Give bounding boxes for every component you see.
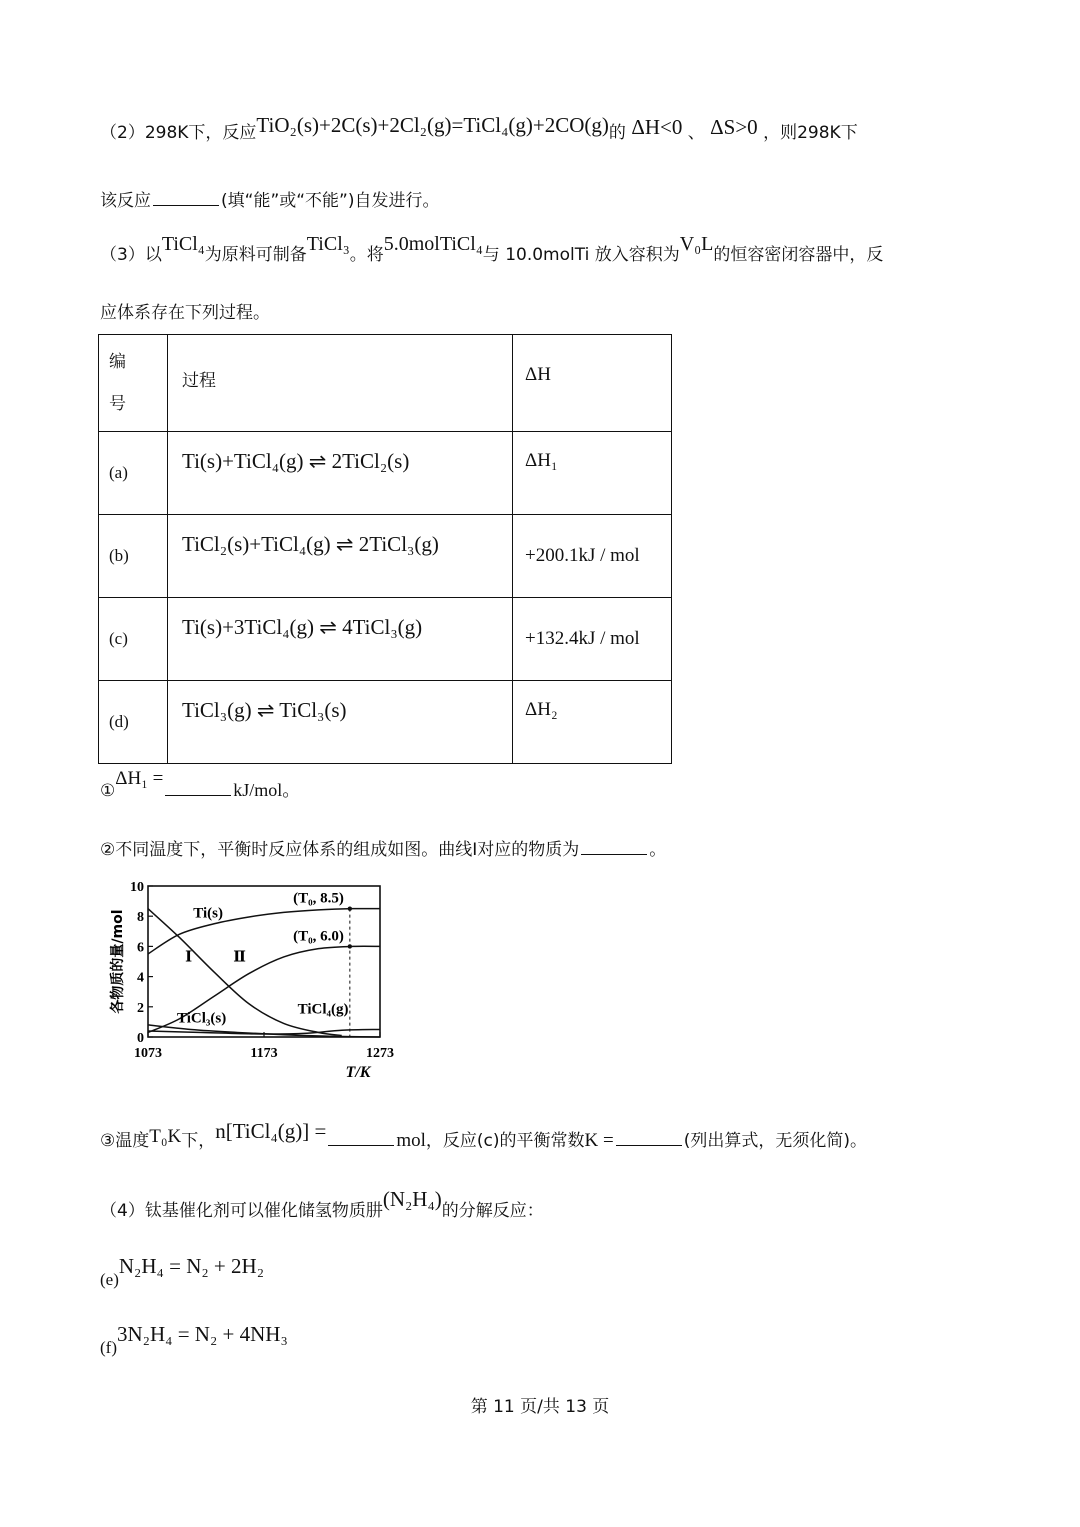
sub1-line xyxy=(100,768,301,802)
sub3-n-expression: n[TiCl₄(g)] = xyxy=(215,1119,327,1143)
row-process-cell xyxy=(168,598,513,681)
annotation-ticl3s: TiCl₃(s) xyxy=(177,1010,227,1027)
sub3-temperature: T₀K xyxy=(149,1126,182,1147)
sub1-prefix: ① xyxy=(100,781,116,801)
q2-line1 xyxy=(100,113,858,144)
row-dh: ΔH₁ xyxy=(525,450,558,471)
row-process-cell xyxy=(168,432,513,515)
q4-line xyxy=(100,1187,544,1222)
sub3-text-3: ，反应(c)的平衡常数 xyxy=(425,1131,585,1151)
q3-text-2: 为原料可制备 xyxy=(204,245,307,265)
x-axis-label: T/K xyxy=(345,1064,371,1081)
y-axis-label: 各物质的量/mol xyxy=(110,909,126,1014)
eq-f-line xyxy=(100,1322,288,1357)
q3-formula-ticl4: TiCl₄ xyxy=(161,233,205,255)
process-table xyxy=(98,334,672,764)
header-dh: ΔH xyxy=(525,364,551,385)
row-id: (c) xyxy=(99,598,168,681)
table-row xyxy=(99,681,672,764)
q2-condition-dh: ΔH<0 xyxy=(631,115,683,139)
composition-chart xyxy=(100,872,400,1087)
sub1-unit: kJ/mol。 xyxy=(233,780,301,800)
y-tick-label: 10 xyxy=(130,880,144,895)
eq-e-equation: N₂H₄ = N₂ + 2H₂ xyxy=(118,1254,265,1278)
q3-volume: V₀L xyxy=(679,233,714,255)
row-dh: +132.4kJ / mol xyxy=(525,628,640,649)
sub3-line xyxy=(100,1119,867,1152)
q2-condition-ds: ΔS>0 xyxy=(710,115,758,139)
q3-line1 xyxy=(100,233,884,266)
sub2-line xyxy=(100,835,666,860)
q2-sep: 、 xyxy=(687,123,705,143)
q2-mid: 的 xyxy=(608,123,626,143)
header-dh-cell xyxy=(513,335,672,432)
y-tick-label: 8 xyxy=(137,910,144,926)
sub2-end: 。 xyxy=(649,840,667,860)
q4-formula: (N₂H₄) xyxy=(382,1187,442,1211)
x-tick-label: 1073 xyxy=(134,1046,162,1061)
q2-reaction: TiO₂(s)+2C(s)+2Cl₂(g)=TiCl₄(g)+2CO(g) xyxy=(256,113,609,137)
x-tick-label: 1173 xyxy=(250,1046,278,1061)
row-dh-cell xyxy=(513,681,672,764)
row-process: TiCl₂(s)+TiCl₄(g) ⇌ 2TiCl₃(g) xyxy=(182,531,439,556)
row-dh: +200.1kJ / mol xyxy=(525,545,640,566)
row-dh-cell xyxy=(513,432,672,515)
eq-e-line xyxy=(100,1254,265,1289)
annotation-curve-ii: Ⅱ xyxy=(233,949,246,966)
q3-formula-ticl3: TiCl₃ xyxy=(306,233,350,255)
sub3-text-2: 下， xyxy=(181,1131,216,1151)
annotation-t0-ti: (T₀, 8.5) xyxy=(293,890,344,907)
sub3-k-blank[interactable] xyxy=(616,1144,682,1146)
header-id-char-1: 编 xyxy=(109,352,126,372)
annotation-ticl4g: TiCl₄(g) xyxy=(297,1001,349,1018)
eq-e-label: (e) xyxy=(100,1270,119,1289)
eq-f-label: (f) xyxy=(100,1338,117,1357)
row-dh-cell xyxy=(513,515,672,598)
row-id: (b) xyxy=(99,515,168,598)
q3-text-5: 的恒容密闭容器中，反 xyxy=(713,245,884,265)
row-dh: ΔH₂ xyxy=(525,699,558,720)
header-process-cell xyxy=(168,335,513,432)
q2-line2-prefix: 该反应 xyxy=(100,191,151,211)
q4-text: （4）钛基催化剂可以催化储氢物质肼 xyxy=(100,1201,383,1221)
header-id-char-2: 号 xyxy=(109,394,126,414)
header-process: 过程 xyxy=(182,371,216,391)
q3-amount-ticl4: 5.0molTiCl₄ xyxy=(383,233,483,255)
q2-answer-blank[interactable] xyxy=(153,204,219,206)
row-process-cell xyxy=(168,515,513,598)
header-id-cell xyxy=(99,335,168,432)
table-row xyxy=(99,598,672,681)
y-tick-label: 2 xyxy=(137,1000,144,1016)
sub3-k-expression: K = xyxy=(584,1130,614,1151)
sub2-answer-blank[interactable] xyxy=(581,853,647,855)
y-tick-label: 4 xyxy=(137,970,144,986)
sub3-n-blank[interactable] xyxy=(328,1144,394,1146)
row-process: Ti(s)+TiCl₄(g) ⇌ 2TiCl₂(s) xyxy=(182,448,410,473)
row-process-cell xyxy=(168,681,513,764)
q2-line2 xyxy=(100,186,440,211)
q2-line2-suffix: (填“能”或“不能”)自发进行。 xyxy=(221,191,440,211)
row-process: TiCl₃(g) ⇌ TiCl₃(s) xyxy=(182,697,347,722)
sub3-text-4: (列出算式，无须化简)。 xyxy=(683,1131,867,1151)
q3-text-1: （3）以 xyxy=(100,245,162,265)
annotation-ti-label: Ti(s) xyxy=(193,905,223,922)
annotation-curve-i: Ⅰ xyxy=(185,949,193,966)
sub1-answer-blank[interactable] xyxy=(165,794,231,796)
y-tick-label: 6 xyxy=(137,940,144,956)
q2-prefix: （2）298K下，反应 xyxy=(100,123,257,143)
sub2-text: ②不同温度下，平衡时反应体系的组成如图。曲线Ⅰ对应的物质为 xyxy=(100,840,580,860)
table-row xyxy=(99,515,672,598)
annotation-t0-ii: (T₀, 6.0) xyxy=(293,928,344,945)
eq-f-equation: 3N₂H₄ = N₂ + 4NH₃ xyxy=(116,1322,288,1346)
y-tick-label: 0 xyxy=(137,1031,144,1046)
q3-text-4: 与 10.0molTi 放入容积为 xyxy=(482,245,680,265)
q2-suffix: ，则298K下 xyxy=(763,123,858,143)
q4-suffix: 的分解反应： xyxy=(441,1201,544,1221)
row-id: (d) xyxy=(99,681,168,764)
table-header-row xyxy=(99,335,672,432)
sub3-unit: mol xyxy=(396,1130,426,1151)
sub1-expr: ΔH₁ = xyxy=(115,768,164,789)
table-row xyxy=(99,432,672,515)
sub3-text-1: ③温度 xyxy=(100,1131,150,1151)
page-footer: 第 11 页/共 13 页 xyxy=(470,1397,610,1417)
q3-text-3: 。将 xyxy=(349,245,384,265)
row-id: (a) xyxy=(99,432,168,515)
row-dh-cell xyxy=(513,598,672,681)
q3-line2: 应体系存在下列过程。 xyxy=(100,303,270,323)
x-tick-label: 1273 xyxy=(366,1046,394,1061)
row-process: Ti(s)+3TiCl₄(g) ⇌ 4TiCl₃(g) xyxy=(182,614,423,639)
